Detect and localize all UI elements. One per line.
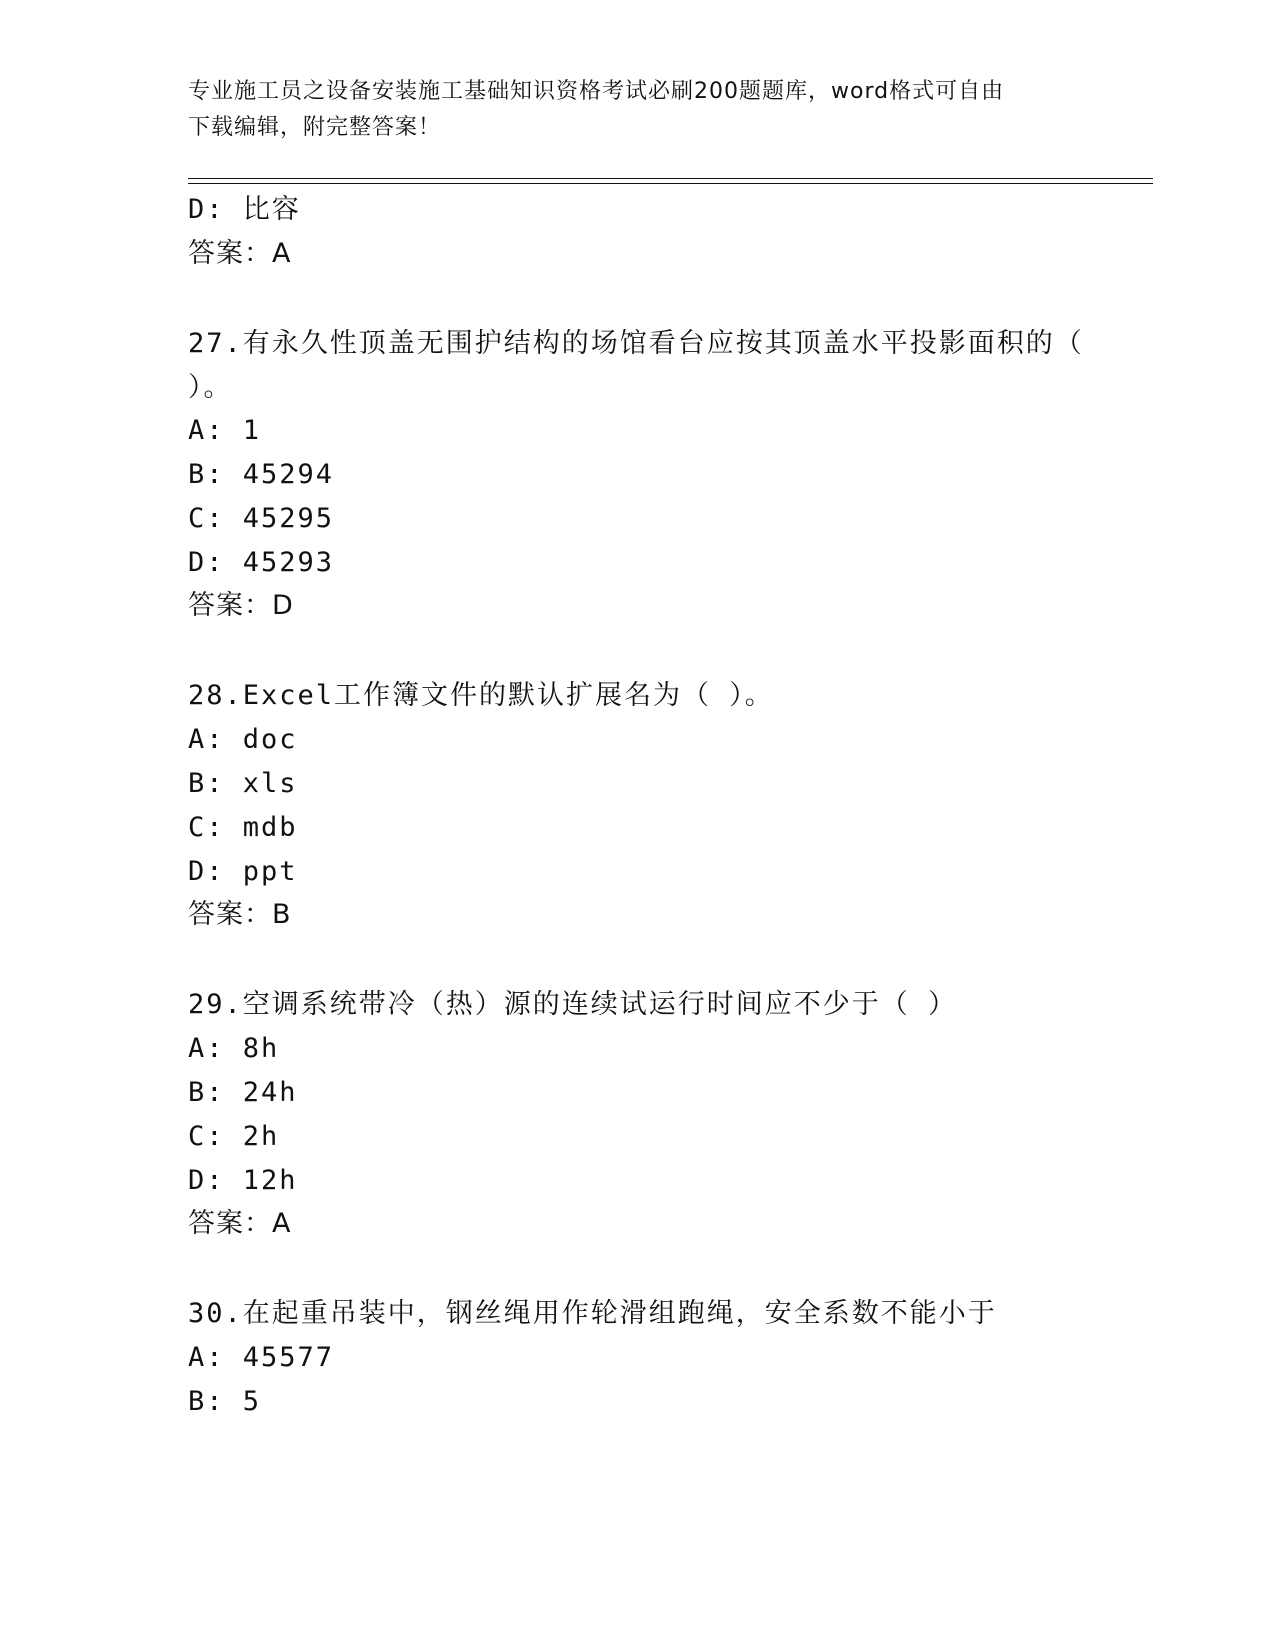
question-27-option-c: C: 45295 [188, 503, 335, 534]
prev-option-d: D: 比容 [188, 194, 301, 225]
question-27-option-b: B: 45294 [188, 459, 335, 490]
question-28-option-a: A: doc [188, 724, 298, 755]
header-line-2: 下载编辑，附完整答案！ [188, 115, 442, 140]
question-28-option-b: B: xls [188, 768, 298, 799]
header-rule-bottom [188, 183, 1153, 184]
question-29-option-c: C: 2h [188, 1121, 280, 1152]
question-27-stem-line-1: 27.有永久性顶盖无围护结构的场馆看台应按其顶盖水平投影面积的（ [188, 328, 1084, 359]
question-27-answer: 答案：D [188, 590, 294, 621]
prev-answer: 答案：A [188, 238, 292, 269]
question-30-stem: 30.在起重吊装中，钢丝绳用作轮滑组跑绳，安全系数不能小于 [188, 1298, 997, 1329]
question-29-answer: 答案：A [188, 1208, 292, 1239]
header-line-1: 专业施工员之设备安装施工基础知识资格考试必刷200题题库，word格式可自由 [188, 79, 1005, 104]
question-28-answer: 答案：B [188, 899, 292, 930]
question-27-option-a: A: 1 [188, 415, 262, 446]
header-rule-top [188, 178, 1153, 179]
question-28-stem: 28.Excel工作簿文件的默认扩展名为（ ）。 [188, 680, 774, 711]
question-28-option-c: C: mdb [188, 812, 298, 843]
question-27-option-d: D: 45293 [188, 547, 335, 578]
question-28-option-d: D: ppt [188, 856, 298, 887]
question-29-option-b: B: 24h [188, 1077, 298, 1108]
question-30-option-a: A: 45577 [188, 1342, 335, 1373]
question-29-option-d: D: 12h [188, 1165, 298, 1196]
question-29-stem: 29.空调系统带冷（热）源的连续试运行时间应不少于（ ） [188, 989, 958, 1020]
question-27-stem-line-2: ）。 [188, 372, 233, 403]
document-header [188, 74, 1068, 146]
question-29-option-a: A: 8h [188, 1033, 280, 1064]
question-30-option-b: B: 5 [188, 1386, 262, 1417]
